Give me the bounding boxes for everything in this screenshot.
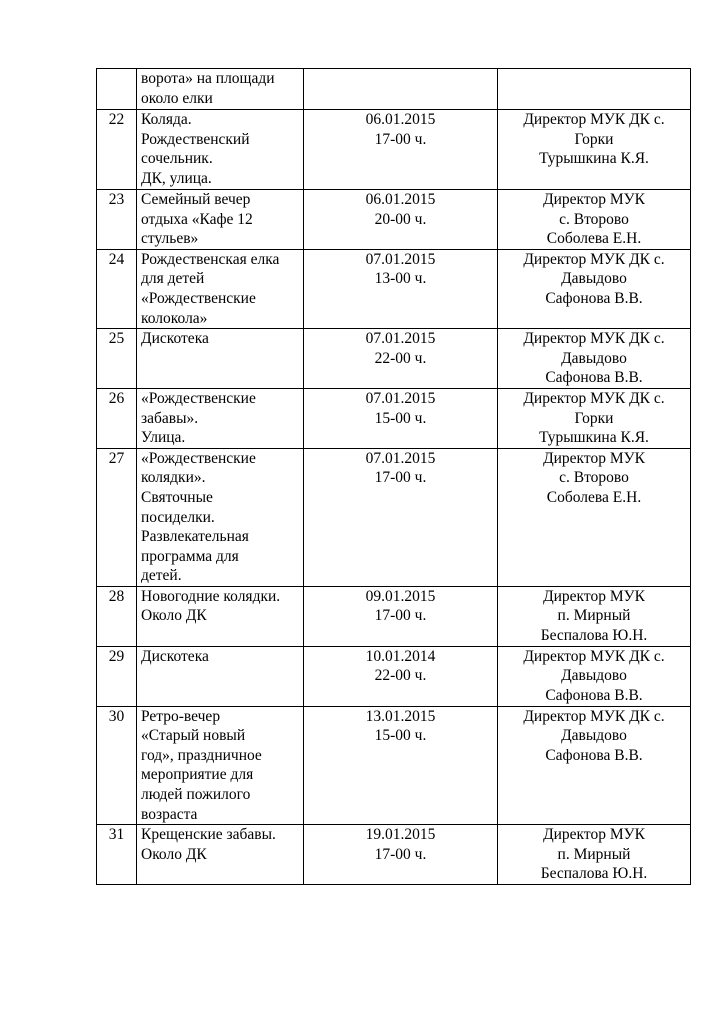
- event-responsible: Директор МУК ДК с. Давыдово Сафонова В.В.: [498, 329, 691, 389]
- event-name: Семейный вечер отдыха «Кафе 12 стульев»: [137, 190, 304, 250]
- event-name: Дискотека: [137, 646, 304, 706]
- table-row: [97, 110, 691, 190]
- event-responsible: Директор МУК ДК с. Давыдово Сафонова В.В.: [498, 646, 691, 706]
- table-row: [97, 69, 691, 110]
- table-row: [97, 329, 691, 389]
- row-number: 28: [97, 586, 137, 646]
- event-name: «Рождественские забавы». Улица.: [137, 388, 304, 448]
- table-row: [97, 190, 691, 250]
- schedule-body: [97, 69, 691, 885]
- row-number: [97, 69, 137, 110]
- event-responsible: Директор МУК с. Второво Соболева Е.Н.: [498, 448, 691, 586]
- event-date-time: 07.01.2015 22-00 ч.: [304, 329, 498, 389]
- row-number: 26: [97, 388, 137, 448]
- row-number: 25: [97, 329, 137, 389]
- event-name: Дискотека: [137, 329, 304, 389]
- table-row: [97, 646, 691, 706]
- event-name: Новогодние колядки. Около ДК: [137, 586, 304, 646]
- event-responsible: Директор МУК ДК с. Горки Турышкина К.Я.: [498, 388, 691, 448]
- table-row: [97, 249, 691, 328]
- event-responsible: Директор МУК п. Мирный Беспалова Ю.Н.: [498, 586, 691, 646]
- event-name: Ретро-вечер «Старый новый год», праздничное мероприятие для людей пожилого возраста: [137, 706, 304, 825]
- event-responsible: Директор МУК с. Второво Соболева Е.Н.: [498, 190, 691, 250]
- event-name: Крещенские забавы. Около ДК: [137, 825, 304, 885]
- event-responsible: Директор МУК ДК с. Горки Турышкина К.Я.: [498, 110, 691, 190]
- event-name: ворота» на площади около елки: [137, 69, 304, 110]
- row-number: 27: [97, 448, 137, 586]
- event-name: «Рождественские колядки». Святочные посиделки. Развлекательная программа для детей.: [137, 448, 304, 586]
- event-date-time: 07.01.2015 15-00 ч.: [304, 388, 498, 448]
- event-date-time: 10.01.2014 22-00 ч.: [304, 646, 498, 706]
- event-name: Коляда. Рождественский сочельник. ДК, улица.: [137, 110, 304, 190]
- event-date-time: [304, 69, 498, 110]
- row-number: 22: [97, 110, 137, 190]
- event-date-time: 13.01.2015 15-00 ч.: [304, 706, 498, 825]
- event-name: Рождественская елка для детей «Рождественские колокола»: [137, 249, 304, 328]
- event-date-time: 06.01.2015 20-00 ч.: [304, 190, 498, 250]
- table-row: [97, 586, 691, 646]
- table-row: [97, 706, 691, 825]
- row-number: 23: [97, 190, 137, 250]
- event-date-time: 07.01.2015 17-00 ч.: [304, 448, 498, 586]
- event-date-time: 06.01.2015 17-00 ч.: [304, 110, 498, 190]
- row-number: 24: [97, 249, 137, 328]
- event-responsible: Директор МУК ДК с. Давыдово Сафонова В.В.: [498, 706, 691, 825]
- event-date-time: 19.01.2015 17-00 ч.: [304, 825, 498, 885]
- event-responsible: Директор МУК ДК с. Давыдово Сафонова В.В.: [498, 249, 691, 328]
- table-row: [97, 388, 691, 448]
- table-row: [97, 448, 691, 586]
- event-date-time: 09.01.2015 17-00 ч.: [304, 586, 498, 646]
- table-row: [97, 825, 691, 885]
- event-responsible: Директор МУК п. Мирный Беспалова Ю.Н.: [498, 825, 691, 885]
- row-number: 29: [97, 646, 137, 706]
- row-number: 30: [97, 706, 137, 825]
- event-responsible: [498, 69, 691, 110]
- event-date-time: 07.01.2015 13-00 ч.: [304, 249, 498, 328]
- events-schedule-table: [96, 68, 691, 885]
- row-number: 31: [97, 825, 137, 885]
